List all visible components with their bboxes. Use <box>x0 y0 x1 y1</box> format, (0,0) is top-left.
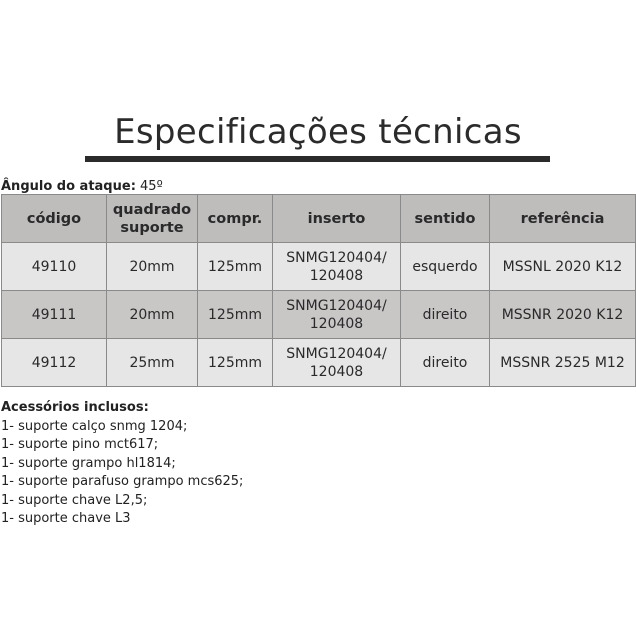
cell-codigo: 49111 <box>2 291 107 339</box>
accessory-item: 1- suporte parafuso grampo mcs625; <box>1 474 244 489</box>
accessory-item: 1- suporte calço snmg 1204; <box>1 418 188 434</box>
cell-compr: 125mm <box>198 291 273 339</box>
accessory-item: 1- suporte chave L2,5; <box>1 492 148 508</box>
col-header-sentido: sentido <box>401 195 490 243</box>
table-row <box>2 243 636 291</box>
table-row <box>2 291 636 339</box>
cell-inserto: SNMG120404/ 120408 <box>273 291 401 339</box>
cell-referencia: MSSNL 2020 K12 <box>490 243 636 291</box>
accessory-item: 1- suporte grampo hl1814; <box>1 455 176 471</box>
cell-codigo: 49110 <box>2 243 107 291</box>
cell-sentido: direito <box>401 339 490 387</box>
cell-referencia: MSSNR 2525 M12 <box>490 339 636 387</box>
col-header-referencia: referência <box>490 195 636 243</box>
cell-compr: 125mm <box>198 339 273 387</box>
cell-inserto: SNMG120404/ 120408 <box>273 339 401 387</box>
accessory-item: 1- suporte pino mct617; <box>1 437 159 452</box>
col-header-inserto: inserto <box>273 195 401 243</box>
cell-quadrado-suporte: 20mm <box>107 243 198 291</box>
table-header-row <box>2 195 636 243</box>
col-header-compr: compr. <box>198 195 273 243</box>
cell-codigo: 49112 <box>2 339 107 387</box>
cell-sentido: direito <box>401 291 490 339</box>
accessories-section <box>1 399 243 529</box>
cell-quadrado-suporte: 25mm <box>107 339 198 387</box>
attack-angle-value: 45º <box>140 179 163 194</box>
cell-compr: 125mm <box>198 243 273 291</box>
page-title: Especificações técnicas <box>114 112 522 152</box>
spec-table <box>1 194 636 387</box>
attack-angle <box>1 179 163 194</box>
col-header-codigo: código <box>2 195 107 243</box>
table-row <box>2 339 636 387</box>
title-underline <box>85 156 550 162</box>
cell-referencia: MSSNR 2020 K12 <box>490 291 636 339</box>
attack-angle-label: Ângulo do ataque: <box>1 179 136 194</box>
col-header-quadrado-suporte: quadrado suporte <box>107 195 198 243</box>
cell-sentido: esquerdo <box>401 243 490 291</box>
cell-quadrado-suporte: 20mm <box>107 291 198 339</box>
accessories-title: Acessórios inclusos: <box>1 400 149 415</box>
accessory-item: 1- suporte chave L3 <box>1 511 131 526</box>
cell-inserto: SNMG120404/ 120408 <box>273 243 401 291</box>
